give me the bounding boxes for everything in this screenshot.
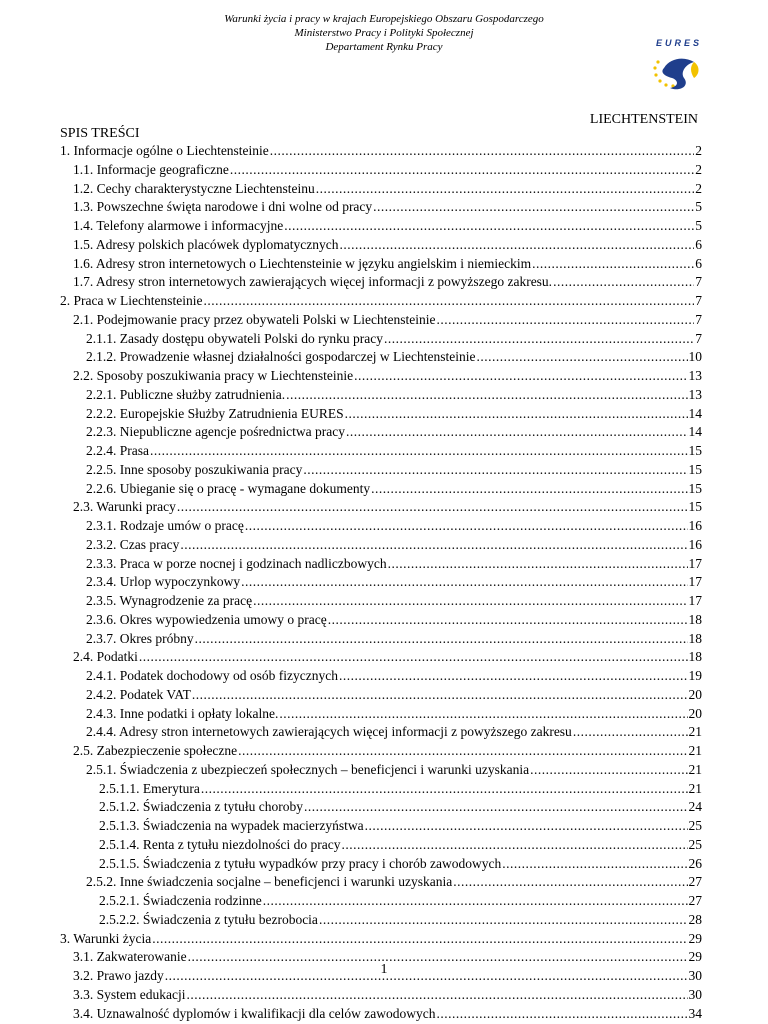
toc-dot-leader: [192, 687, 688, 703]
toc-title: SPIS TREŚCI: [60, 126, 140, 142]
toc-entry-page: 27: [689, 874, 703, 890]
toc-entry-page: 7: [695, 331, 702, 347]
toc-entry-title: 2.5.1.4. Renta z tytułu niezdolności do pracy: [99, 837, 340, 853]
toc-entry-title: 2.2.2. Europejskie Służby Zatrudnienia EURES: [86, 406, 344, 422]
toc-dot-leader: [477, 349, 688, 365]
toc-dot-leader: [279, 706, 687, 722]
toc-entry[interactable]: [60, 199, 702, 218]
toc-entry-page: 25: [689, 818, 703, 834]
toc-dot-leader: [180, 537, 687, 553]
toc-entry-page: 21: [689, 724, 703, 740]
toc-dot-leader: [177, 499, 688, 515]
toc-dot-leader: [186, 987, 687, 1003]
toc-entry[interactable]: [60, 612, 702, 631]
toc-dot-leader: [530, 762, 687, 778]
toc-entry[interactable]: [60, 668, 702, 687]
toc-entry-page: 15: [689, 443, 703, 459]
toc-entry[interactable]: [60, 874, 702, 893]
toc-entry-title: 2.2.1. Publiczne służby zatrudnienia.: [86, 387, 285, 403]
toc-entry-title: 2.3.7. Okres próbny: [86, 631, 194, 647]
toc-entry-title: 2.2.4. Prasa: [86, 443, 149, 459]
toc-entry[interactable]: [60, 181, 702, 200]
toc-entry-page: 25: [689, 837, 703, 853]
toc-entry-page: 18: [689, 612, 703, 628]
toc-dot-leader: [263, 893, 688, 909]
toc-entry-title: 1.7. Adresy stron internetowych zawierających więcej informacji z powyższego zakresu.: [73, 274, 552, 290]
toc-entry-page: 16: [689, 518, 703, 534]
toc-entry-page: 26: [689, 856, 703, 872]
toc-entry-page: 15: [689, 481, 703, 497]
header-line-1: Warunki życia i pracy w krajach Europejskiego Obszaru Gospodarczego: [0, 12, 768, 26]
toc-entry-page: 24: [689, 799, 703, 815]
toc-entry-page: 17: [689, 593, 703, 609]
toc-entry[interactable]: [60, 518, 702, 537]
toc-entry[interactable]: [60, 387, 702, 406]
toc-entry-page: 7: [695, 312, 702, 328]
toc-entry-title: 3. Warunki życia: [60, 931, 151, 947]
toc-entry-title: 2.5.1.3. Świadczenia na wypadek macierzyństwa: [99, 818, 364, 834]
toc-entry-title: 1.5. Adresy polskich placówek dyplomatycznych: [73, 237, 338, 253]
toc-entry-title: 2.3.6. Okres wypowiedzenia umowy o pracę: [86, 612, 327, 628]
toc-entry-page: 7: [695, 293, 702, 309]
toc-dot-leader: [453, 874, 687, 890]
toc-entry-page: 17: [689, 556, 703, 572]
toc-dot-leader: [230, 162, 694, 178]
toc-entry-page: 20: [689, 687, 703, 703]
toc-entry-title: 1.1. Informacje geograficzne: [73, 162, 229, 178]
toc-dot-leader: [502, 856, 687, 872]
toc-entry[interactable]: [60, 574, 702, 593]
toc-entry-page: 21: [689, 743, 703, 759]
toc-entry[interactable]: [60, 593, 702, 612]
toc-entry-page: 20: [689, 706, 703, 722]
toc-dot-leader: [371, 481, 687, 497]
toc-dot-leader: [365, 818, 688, 834]
toc-entry-title: 3.1. Zakwaterowanie: [73, 949, 187, 965]
toc-entry-title: 2.5.1.5. Świadczenia z tytułu wypadków przy pracy i chorób zawodowych: [99, 856, 501, 872]
toc-dot-leader: [316, 181, 694, 197]
toc-dot-leader: [553, 274, 694, 290]
toc-entry[interactable]: [60, 537, 702, 556]
toc-entry-title: 2.1.2. Prowadzenie własnej działalności gospodarczej w Liechtensteinie: [86, 349, 476, 365]
toc-dot-leader: [270, 143, 694, 159]
toc-entry-title: 3.3. System edukacji: [73, 987, 185, 1003]
toc-entry[interactable]: [60, 687, 702, 706]
toc-entry-title: 2.2.5. Inne sposoby poszukiwania pracy: [86, 462, 302, 478]
toc-entry[interactable]: [60, 837, 702, 856]
toc-dot-leader: [284, 218, 694, 234]
toc-dot-leader: [319, 912, 688, 928]
toc-entry[interactable]: [60, 331, 702, 350]
page-number: 1: [0, 962, 768, 978]
toc-entry-title: 2.4.2. Podatek VAT: [86, 687, 191, 703]
toc-entry-title: 2.4.3. Inne podatki i opłaty lokalne.: [86, 706, 278, 722]
toc-entry[interactable]: [60, 443, 702, 462]
toc-entry[interactable]: [60, 856, 702, 875]
toc-entry[interactable]: [60, 799, 702, 818]
toc-entry-title: 3.4. Uznawalność dyplomów i kwalifikacji dla celów zawodowych: [73, 1006, 436, 1022]
toc-entry-title: 2.4.1. Podatek dochodowy od osób fizycznych: [86, 668, 338, 684]
eures-logo-text: EURES: [656, 38, 702, 48]
toc-entry-title: 2.3.4. Urlop wypoczynkowy: [86, 574, 240, 590]
toc-dot-leader: [241, 574, 687, 590]
toc-entry-page: 2: [695, 143, 702, 159]
toc-entry[interactable]: [60, 762, 702, 781]
toc-entry-page: 14: [689, 424, 703, 440]
toc-entry[interactable]: [60, 743, 702, 762]
eures-logo: [650, 38, 710, 100]
toc-entry-title: 2.4. Podatki: [73, 649, 138, 665]
toc-dot-leader: [245, 518, 688, 534]
toc-dot-leader: [339, 668, 688, 684]
toc-dot-leader: [345, 406, 688, 422]
toc-entry[interactable]: [60, 368, 702, 387]
toc-entry[interactable]: [60, 349, 702, 368]
toc-entry-page: 6: [695, 237, 702, 253]
toc-dot-leader: [201, 781, 688, 797]
toc-dot-leader: [328, 612, 688, 628]
toc-entry-page: 16: [689, 537, 703, 553]
toc-entry-title: 2.3.3. Praca w porze nocnej i godzinach nadliczbowych: [86, 556, 387, 572]
toc-entry[interactable]: [60, 818, 702, 837]
toc-entry-title: 2.5.1. Świadczenia z ubezpieczeń społecznych – beneficjenci i warunki uzyskania: [86, 762, 529, 778]
toc-entry[interactable]: [60, 556, 702, 575]
toc-dot-leader: [304, 799, 688, 815]
toc-dot-leader: [253, 593, 687, 609]
toc-entry-page: 13: [689, 387, 703, 403]
toc-entry-page: 19: [689, 668, 703, 684]
toc-dot-leader: [195, 631, 688, 647]
toc-entry[interactable]: [60, 293, 702, 312]
toc-entry-title: 2.5. Zabezpieczenie społeczne: [73, 743, 237, 759]
toc-entry-page: 21: [689, 762, 703, 778]
toc-entry-title: 1.3. Powszechne święta narodowe i dni wolne od pracy: [73, 199, 372, 215]
toc-entry-page: 5: [695, 218, 702, 234]
toc-entry-title: 1.2. Cechy charakterystyczne Liechtensteinu: [73, 181, 315, 197]
toc-entry-title: 2.5.2.1. Świadczenia rodzinne: [99, 893, 262, 909]
toc-entry-page: 30: [689, 987, 703, 1003]
toc-entry-page: 5: [695, 199, 702, 215]
toc-entry-title: 3.2. Prawo jazdy: [73, 968, 164, 984]
header-line-2: Ministerstwo Pracy i Polityki Społecznej: [0, 26, 768, 40]
toc-entry[interactable]: [60, 893, 702, 912]
header-line-3: Departament Rynku Pracy: [0, 40, 768, 54]
toc-entry-title: 2.1. Podejmowanie pracy przez obywateli Polski w Liechtensteinie: [73, 312, 436, 328]
toc-entry-title: 1. Informacje ogólne o Liechtensteinie: [60, 143, 269, 159]
toc-dot-leader: [286, 387, 687, 403]
toc-dot-leader: [152, 931, 687, 947]
toc-entry-page: 18: [689, 631, 703, 647]
toc-entry-page: 6: [695, 256, 702, 272]
toc-entry-title: 2.3. Warunki pracy: [73, 499, 176, 515]
toc-dot-leader: [139, 649, 688, 665]
toc-entry-page: 7: [695, 274, 702, 290]
table-of-contents: [60, 143, 702, 1024]
toc-entry-page: 10: [689, 349, 703, 365]
toc-dot-leader: [238, 743, 687, 759]
toc-dot-leader: [532, 256, 694, 272]
toc-entry[interactable]: [60, 631, 702, 650]
toc-dot-leader: [354, 368, 687, 384]
toc-entry[interactable]: [60, 162, 702, 181]
toc-entry[interactable]: [60, 987, 702, 1006]
toc-entry[interactable]: [60, 931, 702, 950]
toc-dot-leader: [341, 837, 687, 853]
toc-entry-title: 2.4.4. Adresy stron internetowych zawierających więcej informacji z powyższego zakresu: [86, 724, 572, 740]
toc-entry-title: 2.5.1.1. Emerytura: [99, 781, 200, 797]
toc-entry-title: 2. Praca w Liechtensteinie: [60, 293, 202, 309]
toc-entry[interactable]: [60, 218, 702, 237]
toc-entry-title: 2.2.6. Ubieganie się o pracę - wymagane dokumenty: [86, 481, 370, 497]
toc-entry[interactable]: [60, 274, 702, 293]
toc-entry-page: 27: [689, 893, 703, 909]
toc-entry-page: 13: [689, 368, 703, 384]
toc-entry-page: 14: [689, 406, 703, 422]
toc-entry-title: 2.3.2. Czas pracy: [86, 537, 179, 553]
toc-dot-leader: [388, 556, 688, 572]
toc-entry-title: 1.4. Telefony alarmowe i informacyjne: [73, 218, 283, 234]
toc-entry-title: 2.5.2.2. Świadczenia z tytułu bezrobocia: [99, 912, 318, 928]
toc-dot-leader: [373, 199, 694, 215]
toc-entry-page: 17: [689, 574, 703, 590]
toc-entry-page: 15: [689, 499, 703, 515]
toc-entry[interactable]: [60, 312, 702, 331]
toc-dot-leader: [384, 331, 694, 347]
toc-entry[interactable]: [60, 462, 702, 481]
toc-entry-title: 2.5.2. Inne świadczenia socjalne – beneficjenci i warunki uzyskania: [86, 874, 452, 890]
toc-entry-title: 2.3.5. Wynagrodzenie za pracę: [86, 593, 252, 609]
toc-dot-leader: [203, 293, 694, 309]
toc-entry[interactable]: [60, 406, 702, 425]
toc-entry-page: 28: [689, 912, 703, 928]
toc-entry-page: 18: [689, 649, 703, 665]
toc-entry[interactable]: [60, 256, 702, 275]
toc-entry-page: 29: [689, 949, 703, 965]
toc-entry[interactable]: [60, 237, 702, 256]
toc-entry-title: 2.3.1. Rodzaje umów o pracę: [86, 518, 244, 534]
toc-entry-title: 2.2. Sposoby poszukiwania pracy w Liechtensteinie: [73, 368, 353, 384]
toc-entry[interactable]: [60, 424, 702, 443]
toc-entry[interactable]: [60, 481, 702, 500]
toc-entry[interactable]: [60, 649, 702, 668]
toc-entry-page: 21: [689, 781, 703, 797]
toc-dot-leader: [339, 237, 694, 253]
toc-entry[interactable]: [60, 706, 702, 725]
toc-entry[interactable]: [60, 912, 702, 931]
toc-entry-page: 2: [695, 162, 702, 178]
toc-entry[interactable]: [60, 724, 702, 743]
toc-entry-title: 1.6. Adresy stron internetowych o Liechtensteinie w języku angielskim i niemieckim: [73, 256, 531, 272]
toc-entry[interactable]: [60, 499, 702, 518]
toc-dot-leader: [303, 462, 687, 478]
country-heading: LIECHTENSTEIN: [590, 112, 698, 128]
toc-dot-leader: [346, 424, 687, 440]
toc-entry-page: 34: [689, 1006, 703, 1022]
toc-entry[interactable]: [60, 781, 702, 800]
toc-entry-page: 15: [689, 462, 703, 478]
toc-entry[interactable]: [60, 143, 702, 162]
toc-dot-leader: [437, 312, 695, 328]
toc-dot-leader: [150, 443, 688, 459]
toc-entry[interactable]: [60, 1006, 702, 1024]
toc-entry-page: 2: [695, 181, 702, 197]
toc-entry-page: 30: [689, 968, 703, 984]
toc-dot-leader: [437, 1006, 688, 1022]
toc-entry-title: 2.1.1. Zasady dostępu obywateli Polski do rynku pracy: [86, 331, 383, 347]
toc-entry-page: 29: [689, 931, 703, 947]
toc-entry-title: 2.2.3. Niepubliczne agencje pośrednictwa pracy: [86, 424, 345, 440]
toc-entry-title: 2.5.1.2. Świadczenia z tytułu choroby: [99, 799, 303, 815]
toc-dot-leader: [573, 724, 688, 740]
